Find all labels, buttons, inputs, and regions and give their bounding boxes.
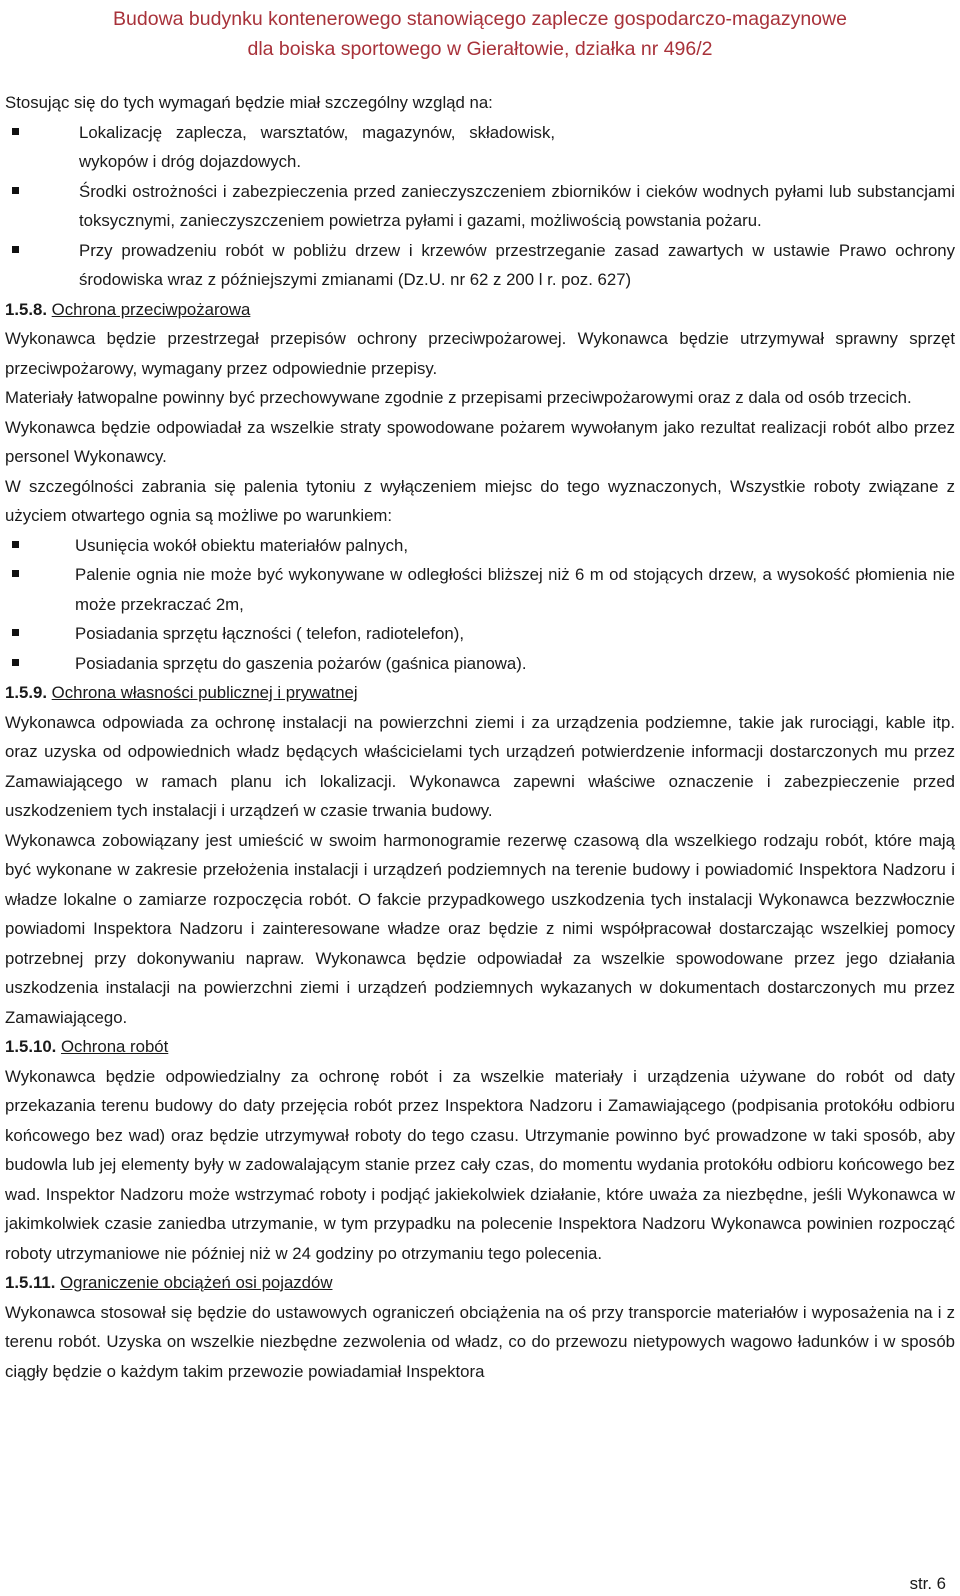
- section-heading-1-5-8: [5, 295, 955, 325]
- section-heading-1-5-11: [5, 1268, 955, 1298]
- list-item: Usunięcia wokół obiektu materiałów palnych,: [5, 531, 955, 561]
- paragraph: Wykonawca będzie odpowiadał za wszelkie straty spowodowane pożarem wywołanym jako rezultat realizacji robót albo przez personel Wykonawcy.: [5, 417, 955, 466]
- section-heading-1-5-10: [5, 1032, 955, 1062]
- section-title: Ochrona robót: [61, 1037, 169, 1056]
- paragraph: Wykonawca zobowiązany jest umieścić w swoim harmonogramie rezerwę czasową dla wszelkiego rodzaju robót, które mają być wykonane w zakresie przełożenia instalacji i urządzeń podziemnych na terenie budowy i powiadomić Inspektora Nadzoru i władze lokalne o zamiarze rozpoczęcia robót. O fakcie przypadkowego uszkodzenia tych instalacji Wykonawca bezzwłocznie powiadomi Inspektora Nadzoru i zainteresowane władze oraz będzie z nimi współpracował dostarczając wszelkiej pomocy potrzebnej przy dokonywaniu napraw. Wykonawca będzie odpowiadał za wszelkie spowodowane przez jego działania uszkodzenia instalacji na powierzchni ziemi i urządzeń podziemnych wykazanych w dokumentach dostarczonych mu przez Zamawiającego.: [5, 830, 955, 1027]
- list-item: Przy prowadzeniu robót w pobliżu drzew i krzewów przestrzeganie zasad zawartych w ustawie Prawo ochrony środowiska wraz z późniejszymi zmianami (Dz.U. nr 62 z 200 l r. poz. 627): [5, 236, 955, 295]
- section-heading-1-5-9: [5, 678, 955, 708]
- paragraph: Wykonawca odpowiada za ochronę instalacji na powierzchni ziemi i za urządzenia podziemne, takie jak rurociągi, kable itp. oraz uzyska od odpowiednich władz będących właścicielami tych urządzeń potwierdzenie informacji dostarczonych mu przez Zamawiającego w ramach planu ich lokalizacji. Wykonawca zapewni właściwe oznaczenie i zabezpieczenie przed uszkodzeniem tych instalacji i urządzeń w czasie trwania budowy.: [5, 712, 955, 820]
- paragraph: W szczególności zabrania się palenia tytoniu z wyłączeniem miejsc do tego wyznaczonych, Wszystkie roboty związane z użyciem otwartego ognia są możliwe po warunkiem:: [5, 476, 955, 525]
- document-body: [5, 88, 955, 1386]
- paragraph: Materiały łatwopalne powinny być przechowywane zgodnie z przepisami przeciwpożarowymi oraz z dala od osób trzecich.: [5, 388, 912, 407]
- section-title: Ograniczenie obciążeń osi pojazdów: [60, 1273, 333, 1292]
- page-number: str. 6: [909, 1574, 946, 1593]
- list-item: Posiadania sprzętu do gaszenia pożarów (gaśnica pianowa).: [5, 649, 955, 679]
- bullet-list-fire-conditions: [5, 531, 955, 679]
- paragraph: Wykonawca stosował się będzie do ustawowych ograniczeń obciążenia na oś przy transporcie materiałów i wyposażenia na i z terenu robót. Uzyska on wszelkie niezbędne zezwolenia od władz, co do przewozu nietypowych wagowo ładunków i w sposób ciągły będzie o każdym takim przewozie powiadamiał Inspektora: [5, 1302, 955, 1381]
- paragraph: Wykonawca będzie odpowiedzialny za ochronę robót i za wszelkie materiały i urządzenia używane do robót od daty przekazania terenu budowy do daty przejęcia robót przez Inspektora Nadzoru i Zamawiającego (podpisania protokółu odbioru końcowego bez wad) oraz będzie utrzymywał roboty do tego czasu. Utrzymanie powinno być prowadzone w taki sposób, aby budowla lub jej elementy były w zadowalającym stanie przez cały czas, do momentu wydania protokółu odbioru końcowego bez wad. Inspektor Nadzoru może wstrzymać roboty i podjąć jakiekolwiek działanie, które uważa za niezbędne, jeśli Wykonawca w jakimkolwiek czasie zaniedba utrzymanie, w tym przypadku na polecenie Inspektora Nadzoru Wykonawca powinien rozpocząć roboty utrzymaniowe nie później niż w 24 godziny po otrzymaniu tego polecenia.: [5, 1066, 955, 1263]
- bullet-list-requirements: [5, 118, 955, 295]
- section-number: 1.5.8.: [5, 299, 47, 319]
- header-line-1: Budowa budynku kontenerowego stanowiącego zaplecze gospodarczo-magazynowe: [113, 8, 847, 30]
- section-number: 1.5.10.: [5, 1037, 57, 1056]
- paragraph: Wykonawca będzie przestrzegał przepisów ochrony przeciwpożarowej. Wykonawca będzie utrzymywał sprawny sprzęt przeciwpożarowy, wymagany przez odpowiednie przepisy.: [5, 329, 955, 378]
- header-line-2: dla boiska sportowego w Gierałtowie, działka nr 496/2: [247, 38, 713, 60]
- document-header: [0, 0, 960, 64]
- list-item: Lokalizację zaplecza, warsztatów, magazynów, składowisk, wykopów i dróg dojazdowych.: [5, 118, 955, 177]
- section-title: Ochrona przeciwpożarowa: [51, 299, 251, 319]
- section-number: 1.5.11.: [5, 1273, 56, 1292]
- intro-paragraph: Stosując się do tych wymagań będzie miał szczególny wzgląd na:: [5, 93, 493, 112]
- section-number: 1.5.9.: [5, 683, 47, 702]
- list-item: Palenie ognia nie może być wykonywane w odległości bliższej niż 6 m od stojących drzew, a wysokość płomienia nie może przekraczać 2m,: [5, 560, 955, 619]
- list-item: Posiadania sprzętu łączności ( telefon, radiotelefon),: [5, 619, 955, 649]
- section-title: Ochrona własności publicznej i prywatnej: [51, 683, 358, 702]
- list-item: Środki ostrożności i zabezpieczenia przed zanieczyszczeniem zbiorników i cieków wodnych pyłami lub substancjami toksycznymi, zanieczyszczeniem powietrza pyłami i gazami, możliwością powstania pożaru.: [5, 177, 955, 236]
